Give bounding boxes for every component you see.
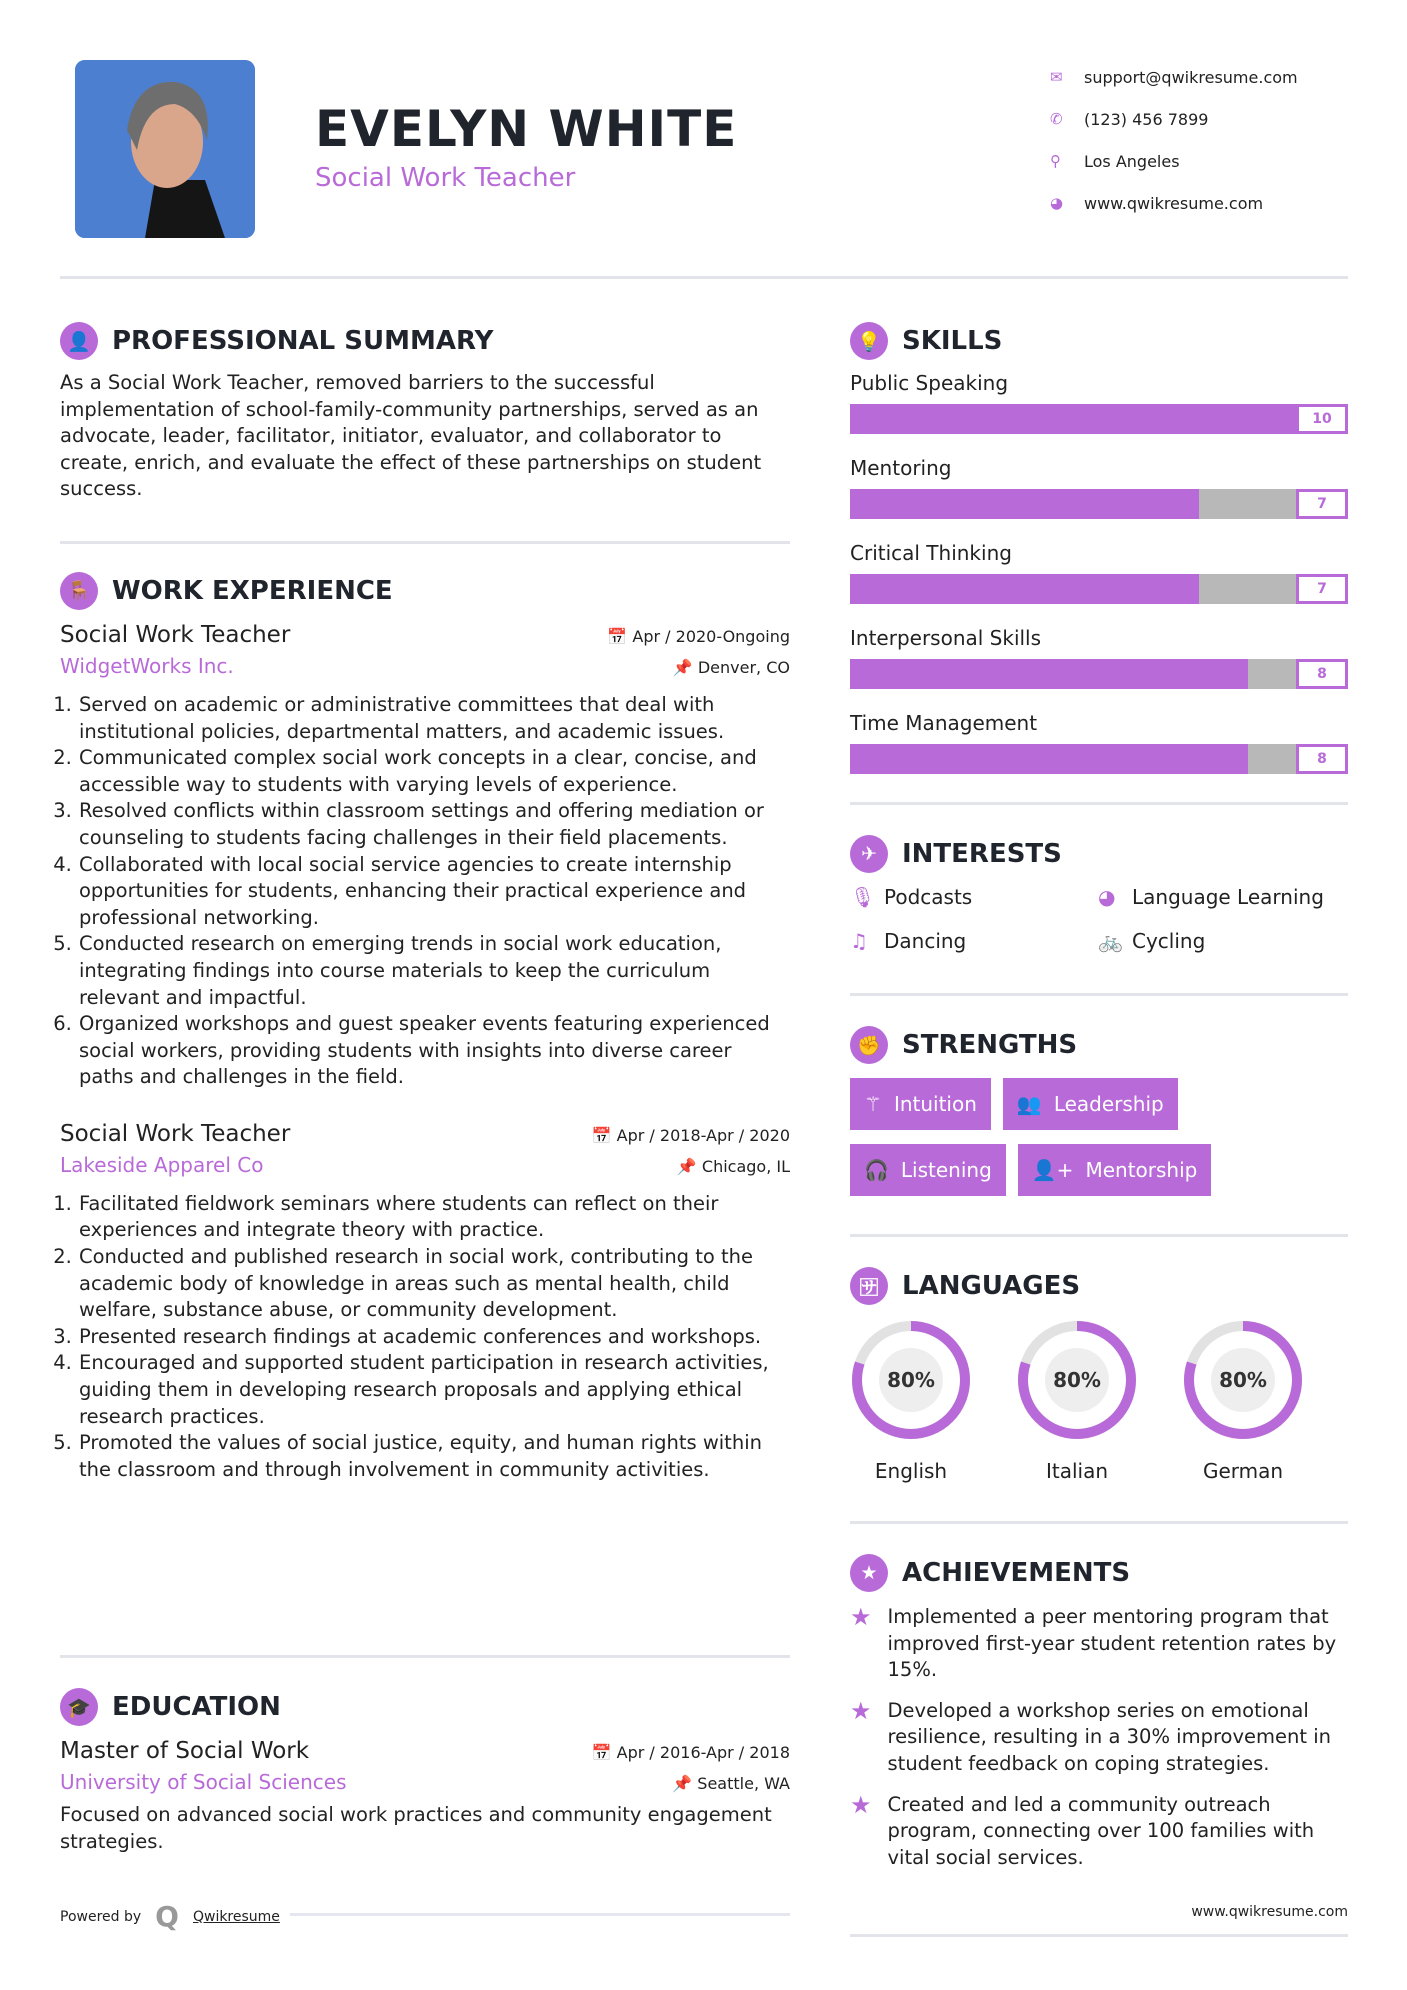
strengths-list [850, 1078, 1348, 1210]
location-text: Denver, CO [697, 657, 790, 677]
strength-pill [850, 1078, 991, 1130]
language-percent: 80% [1219, 1368, 1267, 1392]
achievement-text: Created and led a community outreach program, connecting over 100 families with vital social services. [887, 1792, 1315, 1869]
phone-icon: ✆ [1050, 110, 1063, 128]
map-pin-icon: ⚲ [1050, 152, 1061, 170]
users-icon: 👥 [1016, 1092, 1042, 1116]
bullet: 4. Encouraged and supported student participation in research activities, guiding them in developing research proposals and applying ethical research practices. [78, 1350, 790, 1430]
language-item [850, 1319, 972, 1483]
shooting-star-icon: ★ [850, 1790, 872, 1819]
dates-text: Apr / 2020-Ongoing [632, 626, 790, 646]
interests-heading [850, 835, 1348, 873]
bullet: 5. Conducted research on emerging trends in social work education, integrating findings into course materials to keep the curriculum relevant and impactful. [78, 931, 790, 1011]
language-percent: 80% [1053, 1368, 1101, 1392]
interests-list [850, 885, 1348, 953]
heading-text: EDUCATION [112, 1692, 281, 1722]
degree: Master of Social Work [60, 1738, 310, 1764]
skill-value: 7 [1296, 574, 1348, 604]
dates-text: Apr / 2018-Apr / 2020 [616, 1125, 790, 1145]
job-dates [592, 1126, 790, 1145]
achievements-heading [850, 1554, 1348, 1592]
bicycle-icon: 🚲 [1098, 929, 1123, 953]
interest-text: Dancing [884, 929, 967, 953]
left-column [60, 322, 790, 1483]
skill-label: Mentoring [850, 456, 952, 480]
pin-icon: 📌 [672, 1774, 698, 1793]
education-text: Focused on advanced social work practices and community engagement strategies. [60, 1803, 772, 1853]
skills-list [850, 368, 1348, 774]
job-entry [60, 622, 790, 1091]
heading-text: ACHIEVEMENTS [902, 1558, 1131, 1588]
edu-dates [592, 1743, 790, 1762]
heading-text: INTERESTS [902, 839, 1062, 869]
footer-divider [850, 1934, 1348, 1937]
music-icon: ♫ [850, 929, 868, 953]
interest-text: Cycling [1132, 929, 1206, 953]
header-divider [60, 276, 1348, 279]
contact-text: Los Angeles [1084, 151, 1180, 171]
heading-text: WORK EXPERIENCE [112, 575, 393, 606]
job-location [673, 658, 790, 677]
bullet: 3. Presented research findings at academic conferences and workshops. [78, 1324, 790, 1351]
interest-item [850, 929, 1098, 953]
skill-value: 8 [1296, 659, 1348, 689]
job-bullets [60, 692, 790, 1091]
skill-label: Time Management [850, 711, 1038, 735]
work-heading [60, 572, 790, 610]
dates-text: Apr / 2016-Apr / 2018 [616, 1743, 790, 1762]
bullet: 2. Conducted and published research in social work, contributing to the academic body of knowledge in areas such as mental health, child welfare, substance abuse, or community development. [78, 1244, 790, 1324]
language-name: German [1202, 1459, 1284, 1483]
language-name: English [874, 1459, 948, 1483]
bullet: 3. Resolved conflicts within classroom settings and offering mediation or counseling to students facing challenges in their field placements. [78, 798, 790, 851]
section-divider [850, 1234, 1348, 1237]
globe-icon: ◕ [1050, 194, 1064, 212]
heading-text: LANGUAGES [902, 1271, 1081, 1301]
calendar-icon: 📅 [607, 626, 633, 646]
education-heading [60, 1688, 790, 1726]
strength-text: Listening [900, 1158, 992, 1182]
skill-bar-fill [850, 404, 1348, 434]
profile-photo [75, 60, 255, 238]
section-divider [850, 1521, 1348, 1524]
language-name: Italian [1045, 1459, 1109, 1483]
skill-label: Public Speaking [850, 371, 1009, 395]
skill-bar-fill [850, 489, 1199, 519]
contact-text: (123) 456 7899 [1084, 109, 1209, 129]
job-location [677, 1157, 790, 1176]
paper-plane-icon: ✈ [850, 835, 888, 873]
bullet: 1. Served on academic or administrative committees that deal with institutional policies, departmental matters, and academic issues. [78, 692, 790, 745]
strengths-heading [850, 1026, 1348, 1064]
fist-icon: ✊ [850, 1026, 888, 1064]
skill-bar [850, 404, 1348, 434]
heading-text: SKILLS [902, 326, 1003, 356]
interest-text: Language Learning [1132, 885, 1324, 909]
footer-website[interactable]: www.qwikresume.com [1191, 1904, 1348, 1920]
languages-list [850, 1319, 1348, 1483]
bullet: 5. Promoted the values of social justice, equity, and human rights within the classroom and through involvement in community activities. [78, 1430, 790, 1483]
language-item [1182, 1319, 1304, 1483]
star-badge-icon: ★ [850, 1554, 888, 1592]
skill-value: 8 [1296, 744, 1348, 774]
qwikresume-link[interactable]: Qwikresume [192, 1908, 280, 1925]
contact-location [1050, 140, 1298, 182]
calendar-icon: 📅 [591, 1743, 617, 1762]
achievement-text: Implemented a peer mentoring program that improved first-year student retention rates by 15%. [887, 1605, 1337, 1682]
location-text: Seattle, WA [697, 1774, 790, 1793]
language-ring [850, 1319, 972, 1441]
skill-bar-fill [850, 574, 1199, 604]
language-ring [1016, 1319, 1138, 1441]
skill-bar-fill [850, 659, 1248, 689]
job-title: Social Work Teacher [60, 1120, 291, 1147]
summary-heading [60, 322, 790, 360]
heading-text: PROFESSIONAL SUMMARY [112, 326, 494, 356]
lightbulb-icon: 💡 [850, 322, 888, 360]
language-ring [1182, 1319, 1304, 1441]
envelope-icon: ✉ [1050, 68, 1063, 86]
user-plus-icon: 👤+ [1031, 1158, 1074, 1182]
job-title: Social Work Teacher [60, 621, 291, 648]
globe-icon: ◕ [1098, 885, 1116, 909]
footer-divider [290, 1913, 790, 1916]
bullet: 2. Communicated complex social work concepts in a clear, concise, and accessible way to students with varying levels of experience. [78, 745, 790, 798]
summary-text: As a Social Work Teacher, removed barriers to the successful implementation of school-family-community partnerships, served as an advocate, leader, facilitator, initiator, evaluator, and collaborator to create, enrich, and evaluate the effect of these partnerships on student success. [60, 371, 762, 501]
interest-item [850, 885, 1098, 909]
section-divider [60, 1655, 790, 1658]
qwikresume-logo-icon: Q [155, 1900, 179, 1933]
candidate-title: Social Work Teacher [315, 163, 576, 193]
chair-icon: 🪑 [60, 572, 98, 610]
shooting-star-icon: ★ [850, 1696, 872, 1725]
job-dates [607, 627, 790, 646]
strength-pill [1018, 1144, 1212, 1196]
interest-item [1098, 885, 1348, 909]
powered-by-text: Powered by [60, 1908, 142, 1925]
language-percent: 80% [887, 1368, 935, 1392]
contact-email[interactable] [1050, 56, 1298, 98]
achievement-text: Developed a workshop series on emotional resilience, resulting in a 30% improvement in student feedback on coping strategies. [887, 1698, 1331, 1775]
strength-text: Leadership [1053, 1092, 1164, 1116]
microphone-icon: 🎙 [850, 885, 876, 909]
contact-text: support@qwikresume.com [1084, 67, 1298, 87]
languages-heading [850, 1267, 1348, 1305]
contact-text: www.qwikresume.com [1084, 193, 1264, 213]
company-name: Lakeside Apparel Co [60, 1152, 264, 1177]
skill-value: 10 [1296, 404, 1348, 434]
magic-wand-icon: ⚚ [864, 1092, 882, 1116]
graduate-icon: 🎓 [60, 1688, 98, 1726]
interest-item [1098, 929, 1348, 953]
heading-text: STRENGTHS [902, 1030, 1078, 1060]
skill-label: Critical Thinking [850, 541, 1012, 565]
skill-bar-fill [850, 744, 1248, 774]
achievement-item [850, 1698, 1348, 1778]
pin-icon: 📌 [672, 657, 698, 677]
translate-icon: 🈂 [850, 1267, 888, 1305]
achievements-list [850, 1604, 1348, 1871]
interest-text: Podcasts [884, 885, 973, 909]
section-divider [850, 993, 1348, 996]
section-divider [60, 541, 790, 544]
school-name: University of Social Sciences [60, 1770, 347, 1794]
powered-by [60, 1900, 280, 1933]
bullet: 4. Collaborated with local social service agencies to create internship opportunities for students, enhancing their practical experience and professional networking. [78, 852, 790, 932]
company-name: WidgetWorks Inc. [60, 653, 234, 678]
bullet: 6. Organized workshops and guest speaker events featuring experienced social workers, providing students with insights into diverse career paths and challenges in the field. [78, 1011, 790, 1091]
skills-heading [850, 322, 1348, 360]
right-column [850, 322, 1348, 1885]
skill-bar [850, 659, 1348, 689]
job-bullets [60, 1191, 790, 1484]
portrait-image [75, 60, 255, 238]
section-divider [850, 802, 1348, 805]
skill-bar [850, 489, 1348, 519]
pin-icon: 📌 [676, 1156, 702, 1176]
skill-bar [850, 574, 1348, 604]
contact-website[interactable] [1050, 182, 1298, 224]
achievement-item [850, 1604, 1348, 1684]
strength-pill [850, 1144, 1006, 1196]
strength-text: Intuition [893, 1092, 977, 1116]
job-entry [60, 1121, 790, 1484]
skill-bar [850, 744, 1348, 774]
location-text: Chicago, IL [701, 1156, 790, 1176]
headphones-icon: 🎧 [864, 1158, 889, 1182]
education-section [60, 1655, 790, 1855]
user-icon: 👤 [60, 322, 98, 360]
edu-location [672, 1774, 790, 1793]
strength-text: Mentorship [1085, 1158, 1198, 1182]
contact-phone[interactable] [1050, 98, 1298, 140]
calendar-icon: 📅 [591, 1125, 617, 1145]
skill-value: 7 [1296, 489, 1348, 519]
bullet: 1. Facilitated fieldwork seminars where students can reflect on their experiences and integrate theory with practice. [78, 1191, 790, 1244]
achievement-item [850, 1792, 1348, 1872]
candidate-name: EVELYN WHITE [315, 100, 738, 158]
strength-pill [1003, 1078, 1178, 1130]
shooting-star-icon: ★ [850, 1603, 872, 1631]
skill-label: Interpersonal Skills [850, 626, 1042, 650]
contact-list [1050, 56, 1298, 224]
language-item [1016, 1319, 1138, 1483]
